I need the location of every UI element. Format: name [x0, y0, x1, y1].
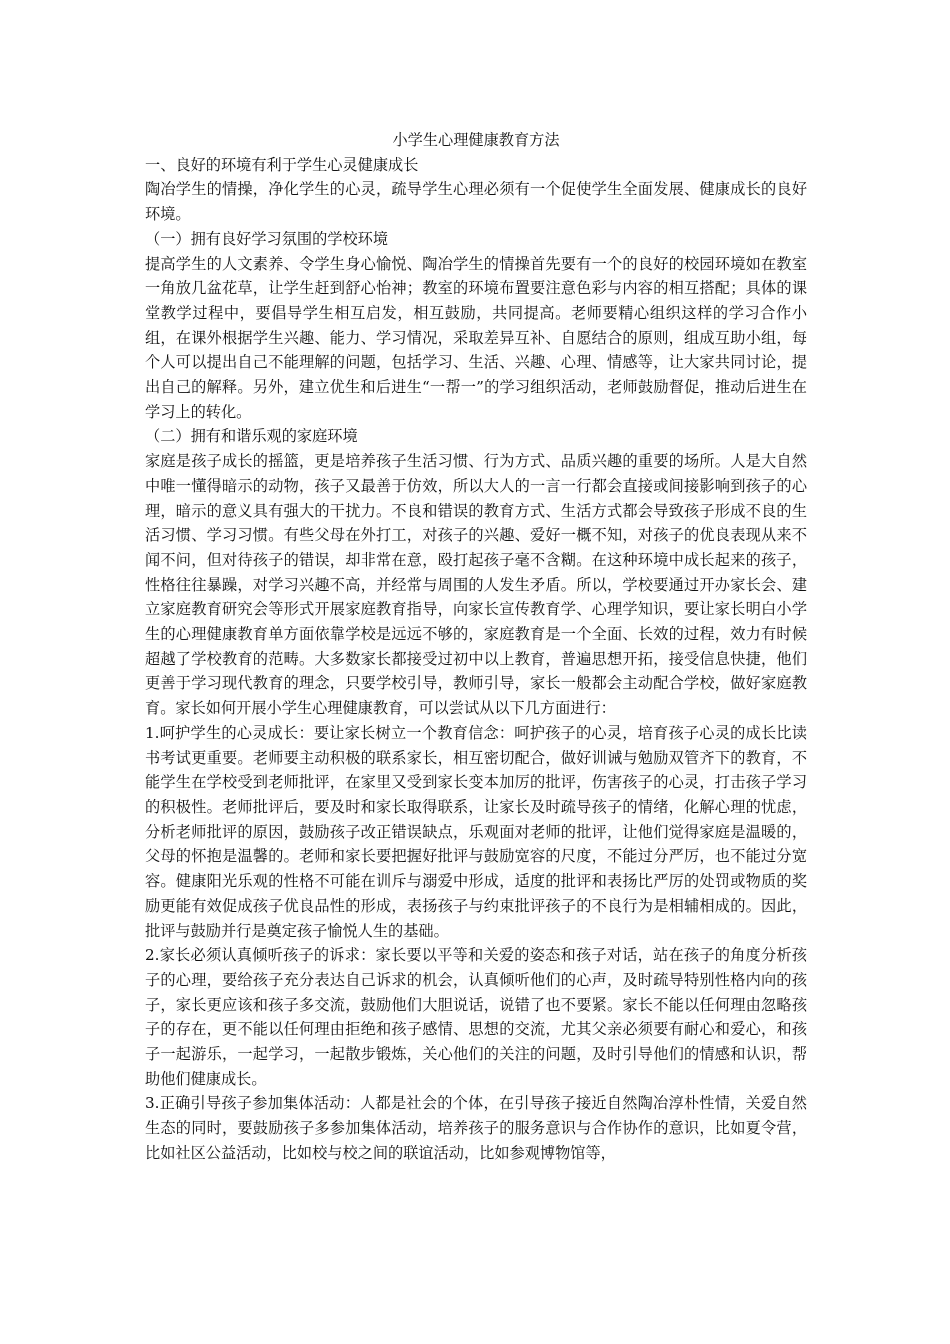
subsection-heading: （二）拥有和谐乐观的家庭环境: [145, 427, 358, 446]
section-heading: 一、良好的环境有利于学生心灵健康成长: [145, 155, 419, 174]
document-title: 小学生心理健康教育方法: [392, 131, 560, 149]
numbered-paragraph: 3.正确引导孩子参加集体活动：人都是社会的个体，在引导孩子接近自然陶冶淳朴性情，关爱自然生态的同时，要鼓励孩子多参加集体活动，培养孩子的服务意识与合作协作的意识，比如夏令营，比如社区公益活动，比如校与校之间的联谊活动，比如参观博物馆等，: [145, 1094, 807, 1162]
subsection-heading: （一）拥有良好学习氛围的学校环境: [145, 229, 388, 248]
document-page: [145, 128, 807, 1166]
paragraph: 家庭是孩子成长的摇篮，更是培养孩子生活习惯、行为方式、品质兴趣的重要的场所。人是大自然中唯一懂得暗示的动物，孩子又最善于仿效，所以大人的一言一行都会直接或间接影响到孩子的心理，暗示的意义具有强大的干扰力。不良和错误的教育方式、生活方式都会导致孩子形成不良的生活习惯、学习习惯。有些父母在外打工，对孩子的兴趣、爱好一概不知，对孩子的优良表现从来不闻不问，但对待孩子的错误，却非常在意，殴打起孩子毫不含糊。在这种环境中成长起来的孩子，性格往往暴躁，对学习兴趣不高，并经常与周围的人发生矛盾。所以，学校要通过开办家长会、建立家庭教育研究会等形式开展家庭教育指导，向家长宣传教育学、心理学知识，要让家长明白小学生的心理健康教育单方面依靠学校是远远不够的，家庭教育是一个全面、长效的过程，效力有时候超越了学校教育的范畴。大多数家长都接受过初中以上教育，普遍思想开拓，接受信息快捷，他们更善于学习现代教育的理念，只要学校引导，教师引导，家长一般都会主动配合学校，做好家庭教育。家长如何开展小学生心理健康教育，可以尝试从以下几方面进行：: [145, 452, 807, 718]
numbered-paragraph: 2.家长必须认真倾听孩子的诉求：家长要以平等和关爱的姿态和孩子对话，站在孩子的角度分析孩子的心理，要给孩子充分表达自己诉求的机会，认真倾听他们的心声，及时疏导特别性格内向的孩子，家长更应该和孩子多交流，鼓励他们大胆说话，说错了也不要紧。家长不能以任何理由忽略孩子的存在，更不能以任何理由拒绝和孩子感情、思想的交流，尤其父亲必须要有耐心和爱心，和孩子一起游乐，一起学习，一起散步锻炼，关心他们的关注的问题，及时引导他们的情感和认识，帮助他们健康成长。: [145, 946, 807, 1088]
paragraph: 陶冶学生的情操，净化学生的心灵，疏导学生心理必须有一个促使学生全面发展、健康成长的良好环境。: [145, 180, 807, 224]
numbered-paragraph: 1.呵护学生的心灵成长：要让家长树立一个教育信念：呵护孩子的心灵，培育孩子心灵的成长比读书考试更重要。老师要主动积极的联系家长，相互密切配合，做好训诫与勉励双管齐下的教育，不能学生在学校受到老师批评，在家里又受到家长变本加厉的批评，伤害孩子的心灵，打击孩子学习的积极性。老师批评后，要及时和家长取得联系，让家长及时疏导孩子的情绪，化解心理的忧虑，分析老师批评的原因，鼓励孩子改正错误缺点，乐观面对老师的批评，让他们觉得家庭是温暖的，父母的怀抱是温馨的。老师和家长要把握好批评与鼓励宽容的尺度，不能过分严厉，也不能过分宽容。健康阳光乐观的性格不可能在训斥与溺爱中形成，适度的批评和表扬比严厉的处罚或物质的奖励更能有效促成孩子优良品性的形成，表扬孩子与约束批评孩子的不良行为是相辅相成的。因此，批评与鼓励并行是奠定孩子愉悦人生的基础。: [145, 723, 807, 940]
paragraph: 提高学生的人文素养、令学生身心愉悦、陶冶学生的情操首先要有一个的良好的校园环境如在教室一角放几盆花草，让学生赶到舒心怡神；教室的环境布置要注意色彩与内容的相互搭配；具体的课堂教学过程中，要倡导学生相互启发，相互鼓励，共同提高。老师要精心组织这样的学习合作小组，在课外根据学生兴趣、能力、学习情况，采取差异互补、自愿结合的原则，组成互助小组，每个人可以提出自己不能理解的问题，包括学习、生活、兴趣、心理、情感等，让大家共同讨论，提出自己的解释。另外，建立优生和后进生“一帮一”的学习组织活动，老师鼓励督促，推动后进生在学习上的转化。: [145, 254, 807, 421]
